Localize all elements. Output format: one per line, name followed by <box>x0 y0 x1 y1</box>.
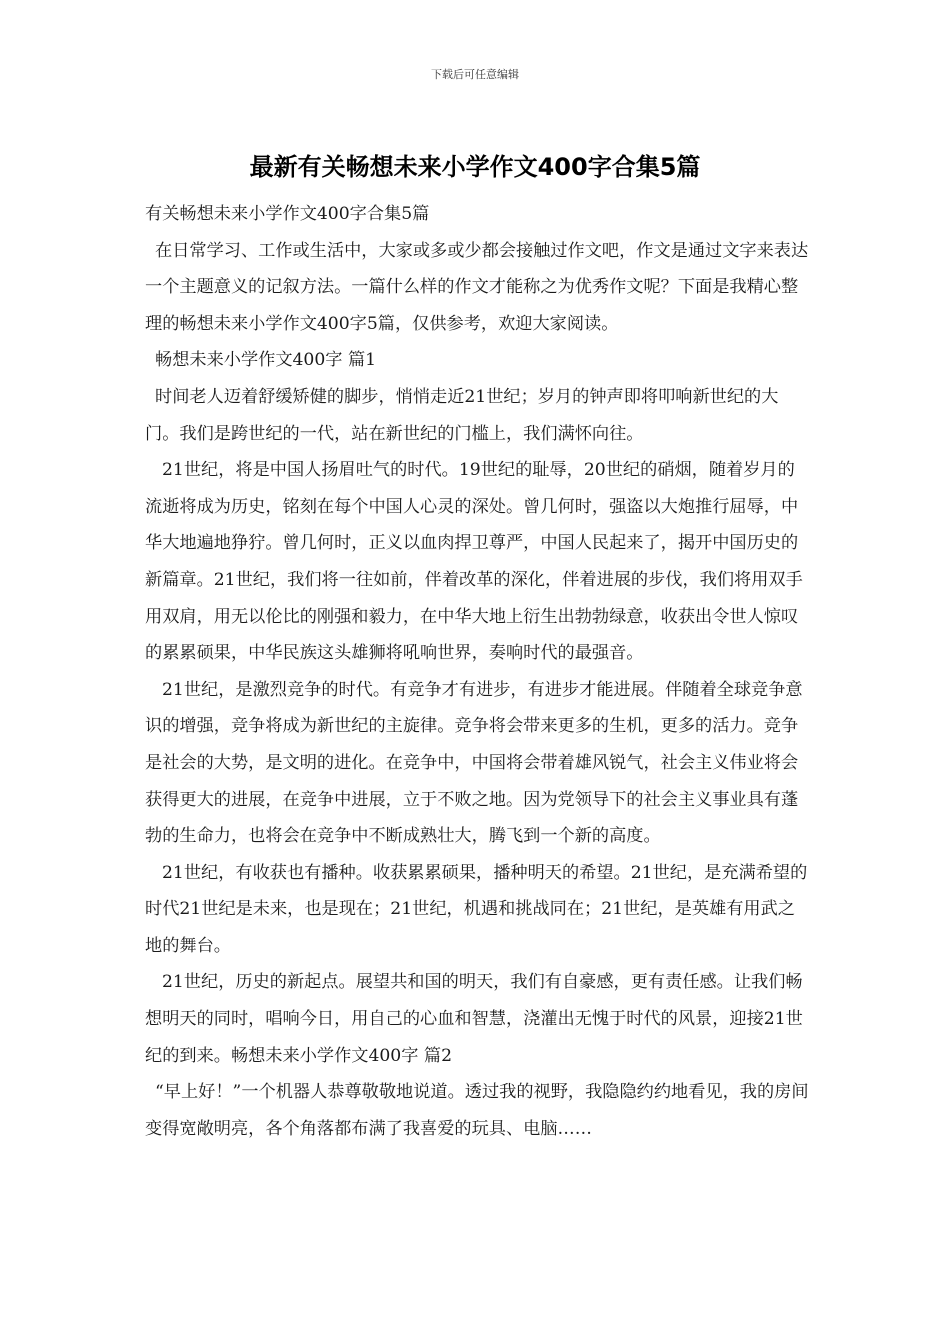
intro-paragraph: 在日常学习、工作或生活中，大家或多或少都会接触过作文吧，作文是通过文字来表达一个主题意义的记叙方法。一篇什么样的作文才能称之为优秀作文呢？下面是我精心整理的畅想未来小学作文400字5篇，仅供参考，欢迎大家阅读。 <box>145 240 809 334</box>
essay-1-paragraph: 21世纪，将是中国人扬眉吐气的时代。19世纪的耻辱，20世纪的硝烟，随着岁月的流逝将成为历史，铭刻在每个中国人心灵的深处。曾几何时，强盗以大炮推行屈辱，中华大地遍地狰狞。曾几何时，正义以血肉捍卫尊严，中国人民起来了，揭开中国历史的新篇章。21世纪，我们将一往如前，伴着改革的深化，伴着进展的步伐，我们将用双手用双肩，用无以伦比的刚强和毅力，在中华大地上衍生出勃勃绿意，收获出令世人惊叹的累累硕果，中华民族这头雄狮将吼响世界，奏响时代的最强音。 <box>145 460 803 664</box>
essay-1-paragraph: 21世纪，有收获也有播种。收获累累硕果，播种明天的希望。21世纪，是充满希望的时代21世纪是未来，也是现在；21世纪，机遇和挑战同在；21世纪，是英雄有用武之地的舞台。 <box>145 862 808 956</box>
subtitle: 有关畅想未来小学作文400字合集5篇 <box>145 204 430 224</box>
essay-1-paragraph: 21世纪，是激烈竞争的时代。有竞争才有进步，有进步才能进展。伴随着全球竞争意识的增强，竞争将成为新世纪的主旋律。竞争将会带来更多的生机，更多的活力。竞争是社会的大势，是文明的进化。在竞争中，中国将会带着雄风锐气，社会主义伟业将会获得更大的进展，在竞争中进展，立于不败之地。因为党领导下的社会主义事业具有蓬勃的生命力，也将会在竞争中不断成熟壮大，腾飞到一个新的高度。 <box>145 679 803 847</box>
essay-1-heading: 畅想未来小学作文400字 篇1 <box>155 350 377 371</box>
header-note: 下载后可任意编辑 <box>431 68 519 81</box>
essay-1-paragraph: 21世纪，历史的新起点。展望共和国的明天，我们有自豪感，更有责任感。让我们畅想明天的同时，唱响今日，用自己的心血和智慧，浇灌出无愧于时代的风景，迎接21世纪的到来。畅想未来小学作文400字 篇2 <box>145 972 803 1066</box>
document-title: 最新有关畅想未来小学作文400字合集5篇 <box>249 153 701 181</box>
essay-2-paragraph: “早上好！”一个机器人恭尊敬敬地说道。透过我的视野，我隐隐约约地看见，我的房间变得宽敞明亮，各个角落都布满了我喜爱的玩具、电脑…… <box>145 1082 809 1139</box>
document-body <box>145 196 811 1147</box>
essay-1-paragraph: 时间老人迈着舒缓矫健的脚步，悄悄走近21世纪；岁月的钟声即将叩响新世纪的大门。我们是跨世纪的一代，站在新世纪的门槛上，我们满怀向往。 <box>145 386 779 444</box>
